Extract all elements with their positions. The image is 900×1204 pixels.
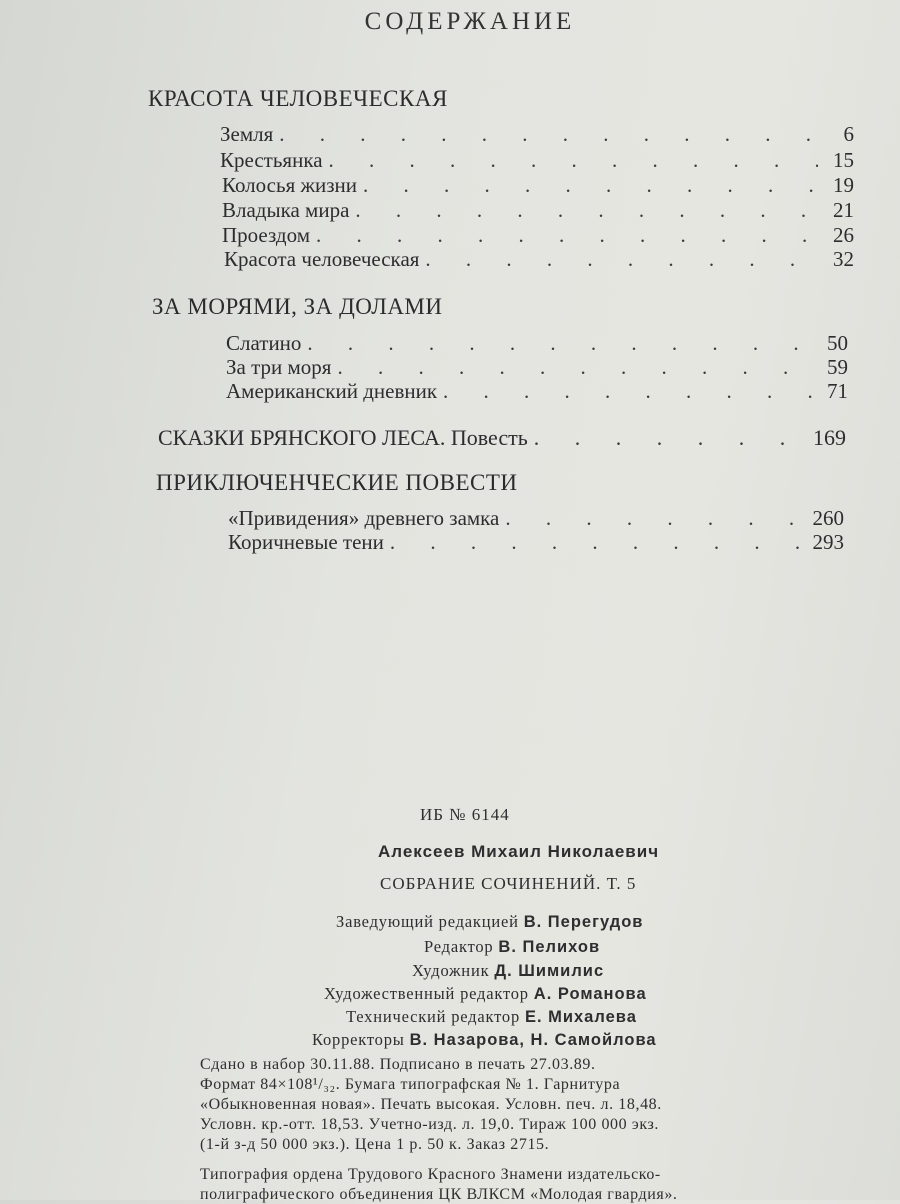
leader-dots [443,379,812,404]
toc-entry[interactable] [220,122,854,148]
section-title: СКАЗКИ БРЯНСКОГО ЛЕСА. Повесть [158,425,528,450]
credit-line [412,961,604,981]
credit-name: Е. Михалева [524,1008,637,1026]
credit-role: Технический редактор [346,1007,520,1026]
section-title: ПРИКЛЮЧЕНЧЕСКИЕ ПОВЕСТИ [156,470,518,495]
toc-entry-title: Колосья жизни [222,173,358,197]
leader-dots [337,355,812,380]
toc-entry[interactable] [158,425,846,453]
credit-role: Художник [412,961,490,980]
toc-entry-page: 15 [833,148,854,172]
toc-entry-page: 50 [827,331,848,355]
toc-entry-title: Слатино [226,331,302,355]
toc-entry[interactable] [222,198,854,224]
credit-name: Д. Шимилис [494,962,605,980]
credit-role: Редактор [424,937,494,956]
toc-entry[interactable] [220,148,854,174]
credit-line [336,912,643,932]
toc-entry-title: Коричневые тени [228,530,384,554]
credit-role: Заведующий редакцией [336,912,519,931]
credit-name: В. Перегудов [523,913,644,931]
credit-line [312,1030,657,1050]
toc-entry[interactable] [226,379,848,405]
toc-entry-title: Владыка мира [222,198,350,222]
credit-line [324,984,647,1004]
toc-entry-page: 21 [833,198,854,222]
author-name: Алексеев Михаил Николаевич [378,842,660,861]
toc-entry-title: За три моря [226,355,332,379]
print-info-line: Условн. кр.-отт. 18,53. Учетно-изд. л. 19,0. Тираж 100 000 экз. [200,1116,660,1133]
credit-line [424,937,600,957]
toc-entry[interactable] [228,530,844,556]
leader-dots [534,425,807,451]
credit-name: В. Пелихов [498,938,601,956]
toc-entry-title: Американский дневник [226,379,438,403]
print-info-line: Формат 84×108¹/₃₂. Бумага типографская № 1. Гарнитура [200,1076,621,1093]
credit-role: Художественный редактор [324,984,529,1003]
toc-entry[interactable] [226,355,848,381]
toc-entry-page: 71 [827,379,848,403]
toc-entry-title: «Привидения» древнего замка [228,506,500,530]
leader-dots [363,173,818,198]
print-info-line: «Обыкновенная новая». Печать высокая. Условн. печ. л. 18,48. [200,1096,662,1113]
toc-entry-page: 169 [813,425,846,450]
toc-entry-page: 26 [833,223,854,247]
print-info-line: Сдано в набор 30.11.88. Подписано в печать 27.03.89. [200,1056,596,1073]
section-title: ЗА МОРЯМИ, ЗА ДОЛАМИ [152,294,443,319]
toc-entry[interactable] [224,247,854,273]
credit-role: Корректоры [312,1030,405,1049]
toc-entry-page: 6 [843,122,854,146]
leader-dots [390,530,807,555]
leader-dots [307,331,812,356]
credit-name: А. Романова [533,985,647,1003]
credit-line [346,1007,637,1027]
toc-entry-page: 19 [833,173,854,197]
leader-dots [425,247,818,272]
printer-line: Типография ордена Трудового Красного Знамени издательско- [200,1166,661,1183]
toc-entry-page: 260 [812,506,844,530]
collection-title: СОБРАНИЕ СОЧИНЕНИЙ. Т. 5 [380,874,637,893]
printer-line: полиграфического объединения ЦК ВЛКСМ «Молодая гвардия». [200,1186,678,1203]
toc-entry-page: 32 [833,247,854,271]
leader-dots [279,122,818,147]
toc-heading: СОДЕРЖАНИЕ [364,8,576,35]
print-info-line: (1-й з-д 50 000 экз.). Цена 1 р. 50 к. Заказ 2715. [200,1136,550,1153]
leader-dots [316,223,818,248]
toc-entry-title: Красота человеческая [224,247,420,271]
toc-entry[interactable] [222,223,854,249]
toc-entry-title: Проездом [222,223,310,247]
leader-dots [505,506,806,531]
toc-entry-page: 59 [827,355,848,379]
section-title: КРАСОТА ЧЕЛОВЕЧЕСКАЯ [148,86,448,111]
toc-entry-title: Крестьянка [220,148,323,172]
toc-entry-title: Земля [220,122,274,146]
ib-number: ИБ № 6144 [420,805,510,824]
leader-dots [355,198,818,223]
leader-dots [329,148,818,173]
toc-entry[interactable] [222,173,854,199]
credit-name: В. Назарова, Н. Самойлова [409,1031,657,1049]
toc-entry[interactable] [226,331,848,357]
toc-entry[interactable] [228,506,844,532]
toc-entry-page: 293 [812,530,844,554]
